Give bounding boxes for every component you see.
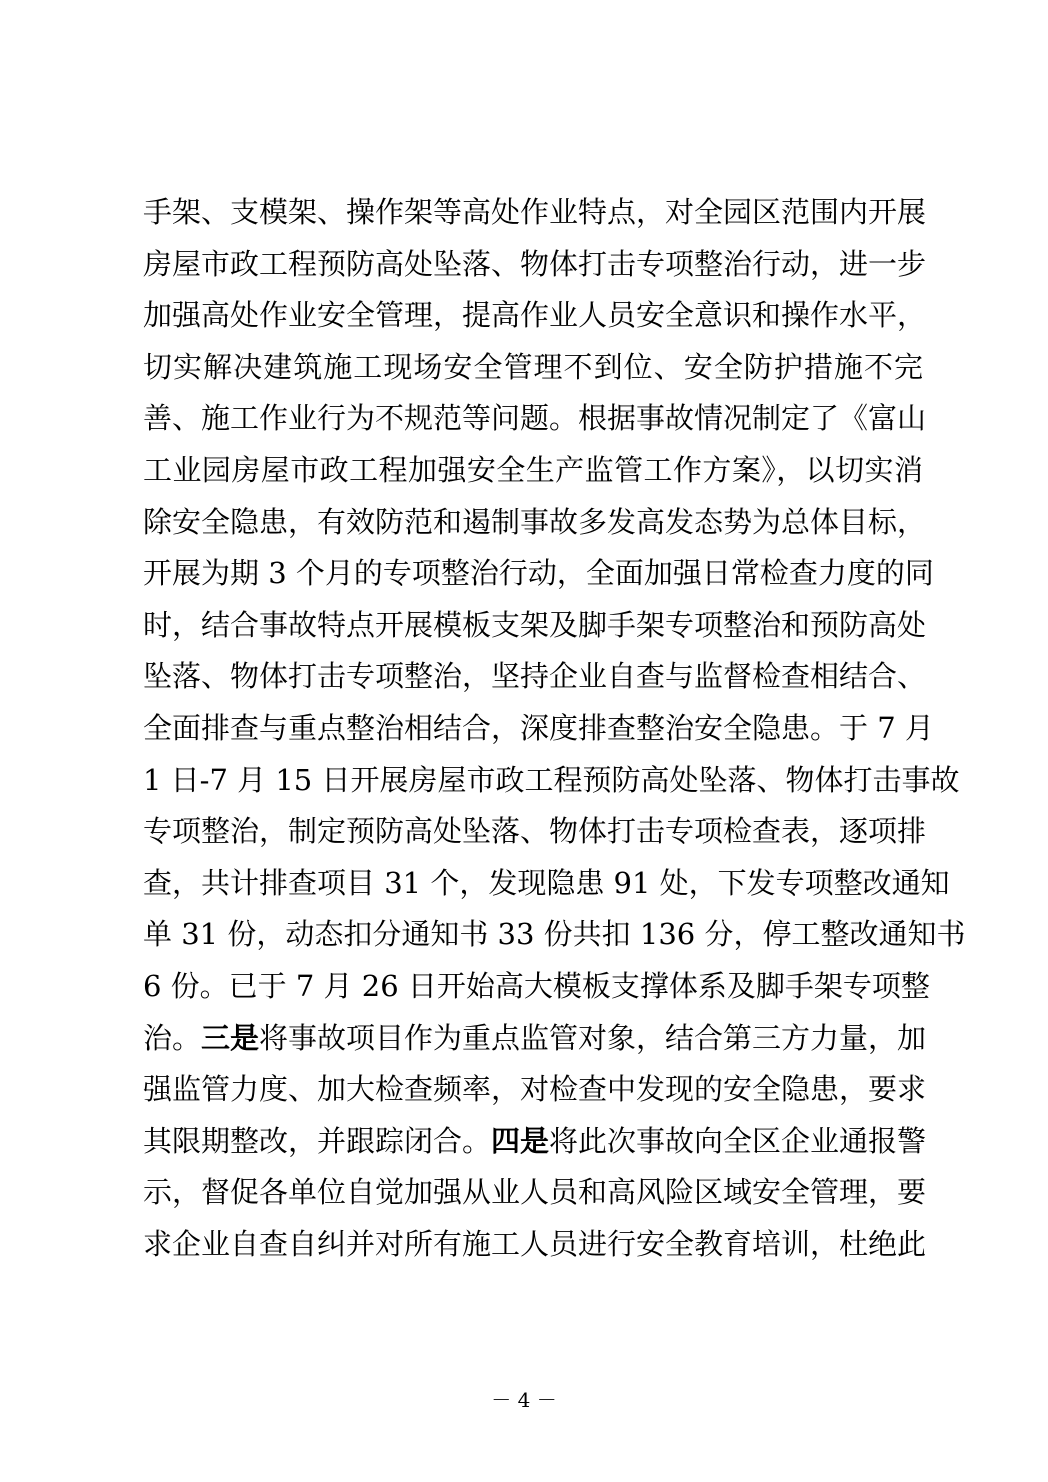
text-line: 加强高处作业安全管理，提高作业人员安全意识和操作水平， bbox=[143, 298, 927, 333]
bold-keyword-four: 四是 bbox=[491, 1123, 550, 1158]
text-line: 工业园房屋市政工程加强安全生产监管工作方案》，以切实消 bbox=[143, 452, 923, 487]
text-line: 示，督促各单位自觉加强从业人员和高风险区域安全管理，要 bbox=[143, 1175, 927, 1210]
text-line bbox=[143, 1116, 927, 1168]
text-line: 手架、支模架、操作架等高处作业特点，对全园区范围内开展 bbox=[143, 195, 927, 229]
body-paragraph bbox=[143, 187, 966, 1270]
text-line: 查，共计排查项目 31 个，发现隐患 91 处，下发专项整改通知 bbox=[143, 865, 950, 900]
text-segment: 治。 bbox=[143, 1020, 202, 1055]
text-line: 时，结合事故特点开展模板支架及脚手架专项整治和预防高处 bbox=[143, 607, 927, 642]
text-line: 除安全隐患，有效防范和遏制事故多发高发态势为总体目标， bbox=[143, 504, 927, 539]
text-line: 求企业自查自纠并对所有施工人员进行安全教育培训，杜绝此 bbox=[143, 1226, 927, 1261]
text-line: 全面排查与重点整治相结合，深度排查整治安全隐患。于 7 月 bbox=[143, 710, 934, 745]
text-line: 房屋市政工程预防高处坠落、物体打击专项整治行动，进一步 bbox=[143, 246, 927, 281]
text-line: 1 日-7 月 15 日开展房屋市政工程预防高处坠落、物体打击事故 bbox=[143, 762, 960, 797]
text-line: 坠落、物体打击专项整治，坚持企业自查与监督检查相结合、 bbox=[143, 659, 927, 694]
text-line: 强监管力度、加大检查频率，对检查中发现的安全隐患，要求 bbox=[143, 1072, 927, 1107]
text-line: 善、施工作业行为不规范等问题。根据事故情况制定了《富山 bbox=[143, 401, 927, 436]
page-number: － 4 － bbox=[491, 1388, 557, 1412]
text-line: 6 份。已于 7 月 26 日开始高大模板支撑体系及脚手架专项整 bbox=[143, 968, 930, 1003]
text-line: 开展为期 3 个月的专项整治行动，全面加强日常检查力度的同 bbox=[143, 556, 934, 591]
bold-keyword-three: 三是 bbox=[201, 1020, 260, 1055]
text-segment: 其限期整改，并跟踪闭合。 bbox=[143, 1123, 492, 1158]
text-line: 切实解决建筑施工现场安全管理不到位、安全防护措施不完 bbox=[143, 349, 923, 384]
text-line bbox=[143, 1013, 927, 1065]
text-line: 专项整治，制定预防高处坠落、物体打击专项检查表，逐项排 bbox=[143, 814, 927, 849]
text-segment: 将事故项目作为重点监管对象，结合第三方力量，加 bbox=[259, 1020, 927, 1055]
text-line: 单 31 份，动态扣分通知书 33 份共扣 136 分，停工整改通知书 bbox=[143, 917, 966, 952]
text-segment: 将此次事故向全区企业通报警 bbox=[549, 1123, 927, 1158]
